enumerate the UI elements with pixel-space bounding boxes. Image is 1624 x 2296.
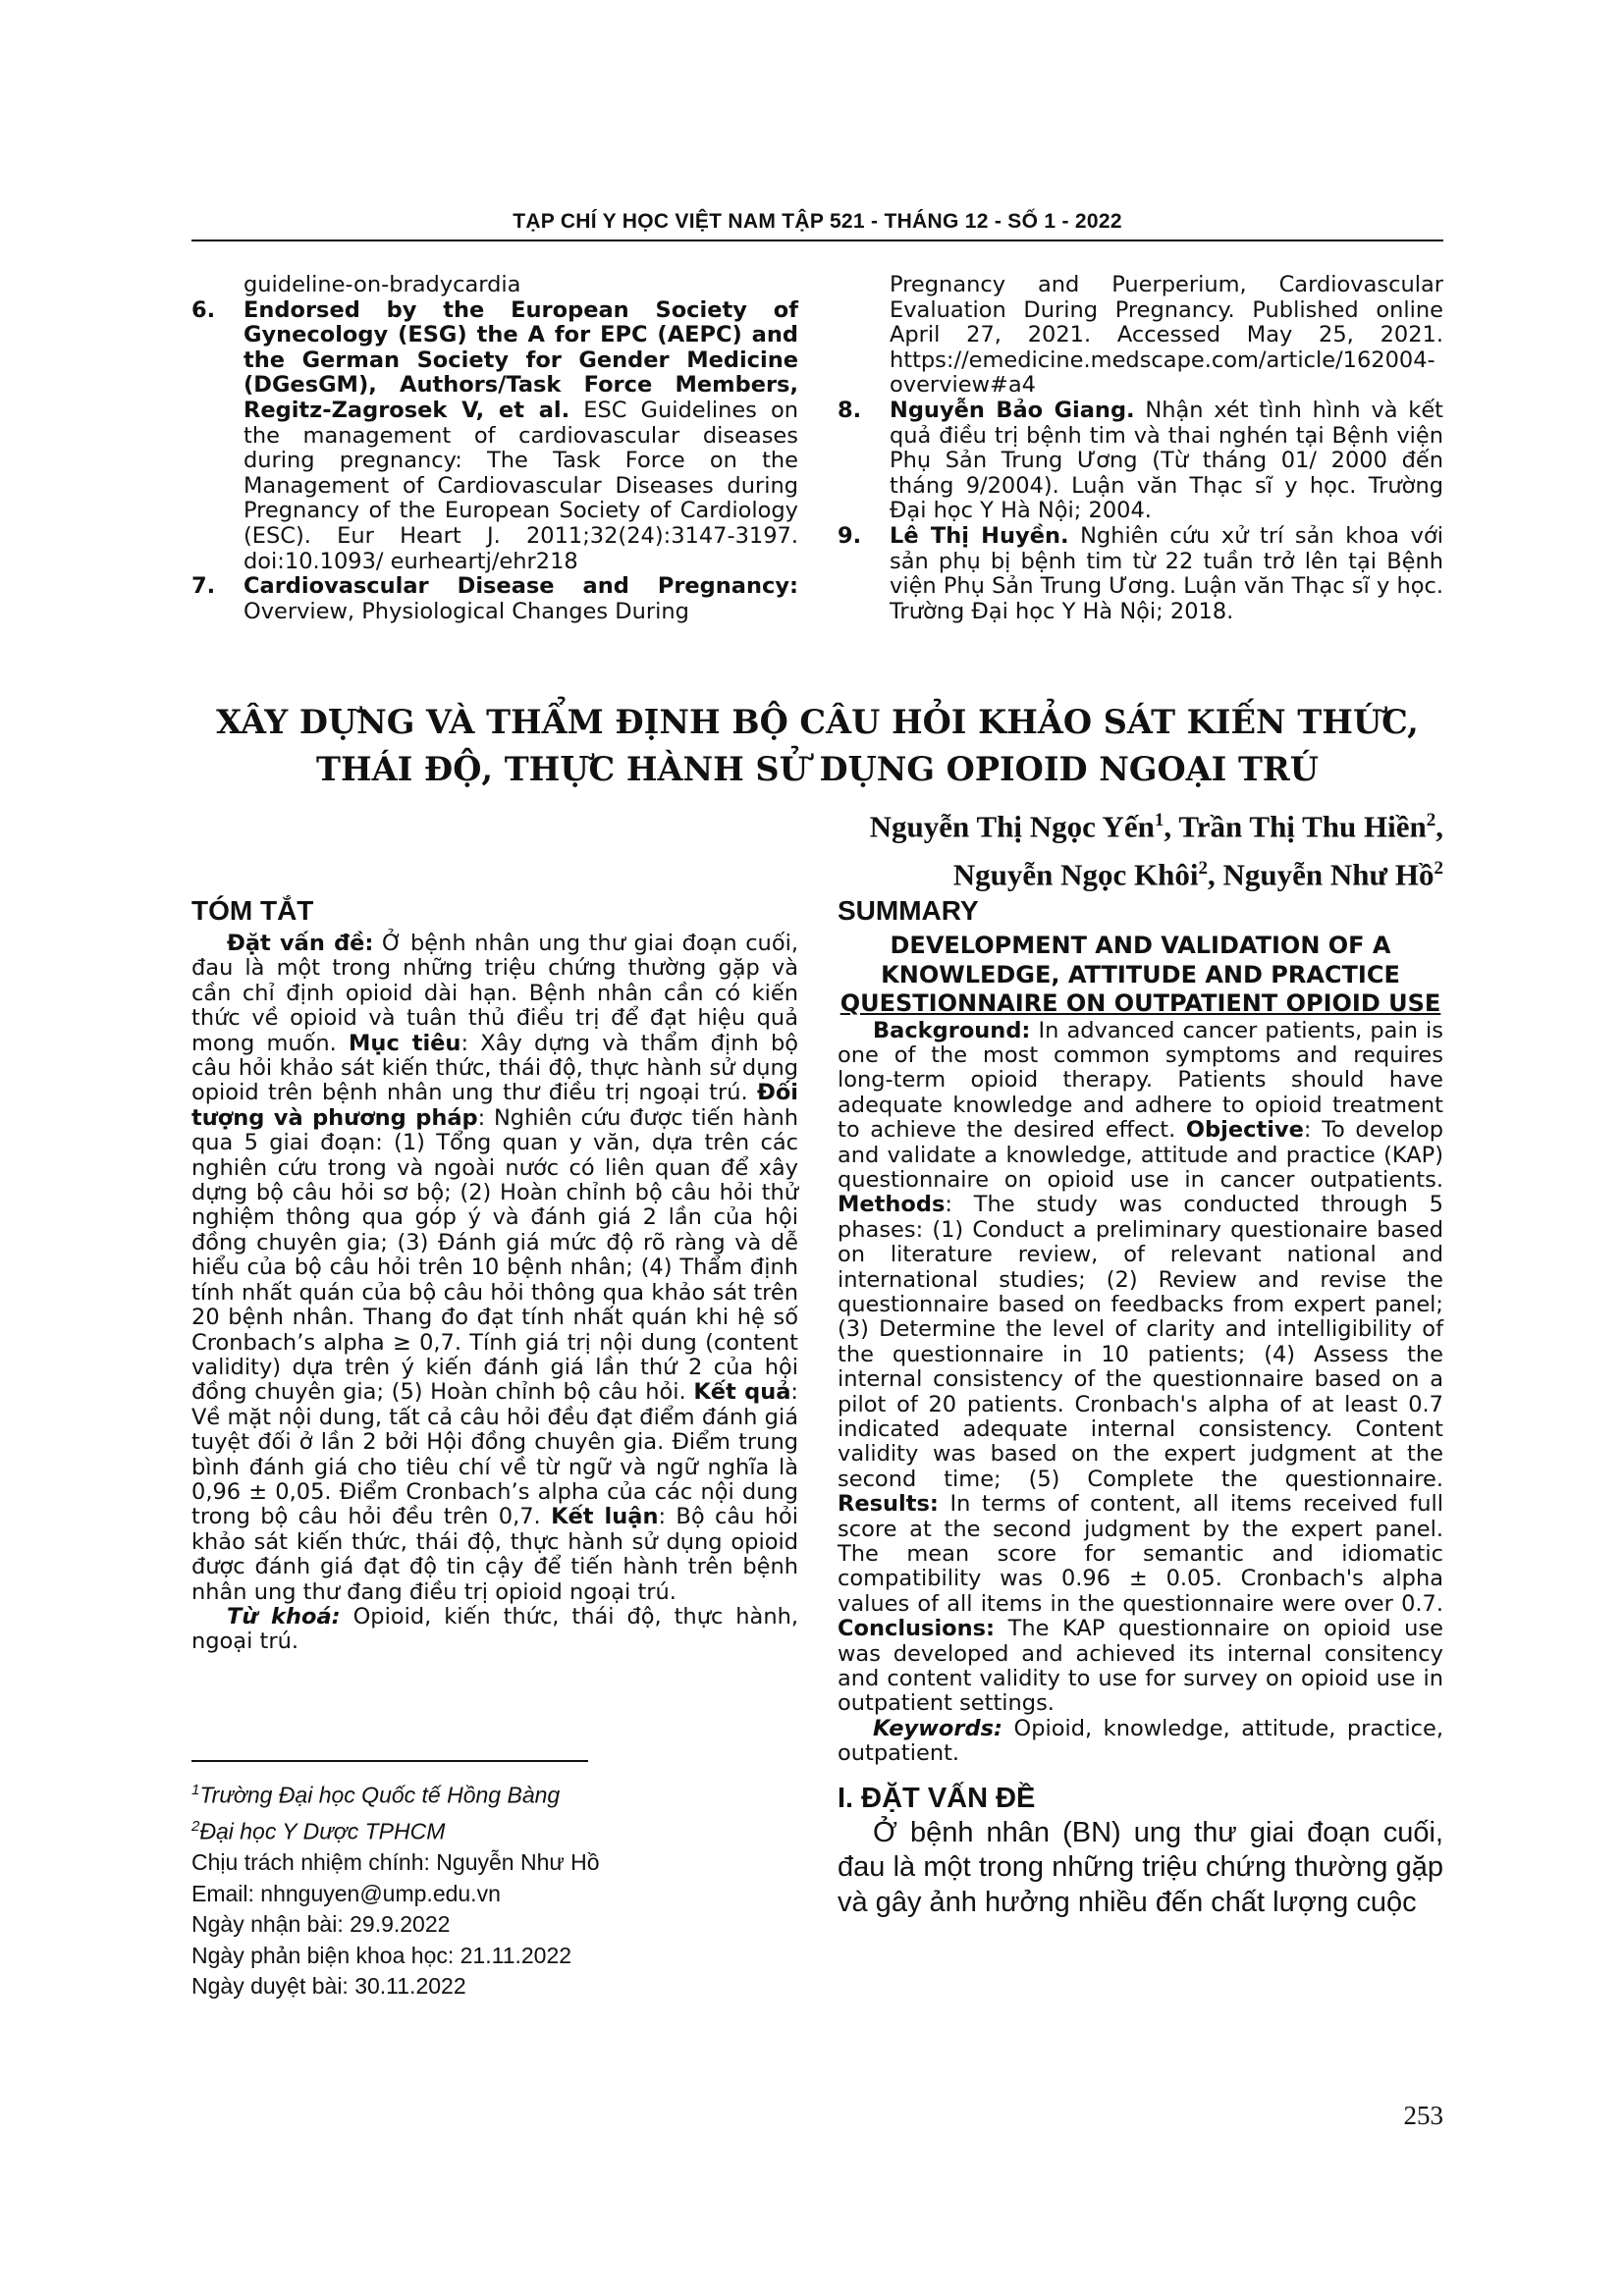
text-objective: : To develop and validate a knowledge, attitude and practice (KAP) questionnaire on opioid use in cancer outpatients. (838, 1117, 1443, 1193)
label-keywords: Keywords: (873, 1715, 1002, 1741)
author-name: Nguyễn Thị Ngọc Yến (869, 809, 1155, 844)
reference-number: 9. (838, 522, 862, 549)
reference-number: 7. (191, 573, 216, 600)
author-name: Trần Thị Thu Hiền (1178, 809, 1427, 844)
affiliation-1 (191, 1775, 798, 1811)
header-rule (191, 240, 1443, 241)
section-1-heading: I. ĐẶT VẤN ĐỀ (838, 1782, 1036, 1814)
text-ket-luan: : Bộ câu hỏi khảo sát kiến thức, thái độ, thực hành sử dụng opioid được đánh giá đạt độ tin cậy để tiến hành trên bệnh nhân ung thư đang điều trị opioid ngoại trú. (191, 1504, 799, 1605)
text-methods: : The study was conducted through 5 phases: (1) Conduct a preliminary questionaire based on literature review, of relevant national and international studies; (2) Review and revise the questionnaire based on feedbacks from expert panel; (3) Determine the level of clarity and intelligibility of the questionnaire in 10 patients; (4) Assess the internal consistency of the questionnaire based on a pilot of 20 patients. Cronbach's alpha of at least 0.7 indicated adequate internal consistency. Content validity was based on the expert judgment at the second time; (5) Complete the questionnaire. (838, 1192, 1443, 1492)
reference-authors: Endorsed by the European Society of Gynecology (ESG) the A for EPC (AEPC) and the German Society for Gender Medicine (DGesGM), Authors/Task Force Members, Regitz-Zagrosek V, et al. (244, 296, 798, 423)
reference-5-continuation: guideline-on-bradycardia (244, 272, 521, 297)
reference-authors: Cardiovascular Disease and Pregnancy: (244, 573, 798, 600)
label-ket-qua: Kết quả (693, 1379, 791, 1406)
references-left-column (191, 273, 798, 624)
affiliation-mark: 1 (1154, 810, 1164, 830)
article-title (191, 699, 1443, 793)
affiliation-mark: 2 (191, 1818, 200, 1836)
references-right-column (838, 273, 1443, 624)
responsible-author: Chịu trách nhiệm chính: Nguyễn Như Hồ (191, 1849, 600, 1876)
reference-7 (191, 574, 798, 624)
reference-text: ESC Guidelines on the management of cardiovascular diseases during pregnancy: The Task Force on the Management of Cardiovascular Diseases during Pregnancy of the European Society of Cardiology (ESC). Eur Heart J. 2011;32(24):3147-3197. doi:10.1093/ eurheartj/ehr218 (244, 397, 799, 574)
summary-heading: SUMMARY (838, 895, 979, 926)
text-ket-qua: : Về mặt nội dung, tất cả câu hỏi đều đạt điểm đánh giá tuyệt đối ở lần 2 bởi Hội đồng chuyên gia. Điểm trung bình đánh giá cho tiêu chí về từ ngữ và ngữ nghĩa là 0,96 ± 0,05. Điểm Cronbach’s alpha của các nội dung trong bộ câu hỏi đều trên 0,7. (191, 1379, 799, 1530)
label-doi-tuong: Đối tượng và phương pháp (191, 1080, 798, 1131)
label-methods: Methods (838, 1192, 946, 1218)
footnote-rule (191, 1760, 588, 1762)
author-name: Nguyễn Như Hồ (1222, 857, 1435, 892)
text-background: In advanced cancer patients, pain is one of the most common symptoms and requires long-term opioid therapy. Patients should have adequate knowledge and adhere to opioid treatment to achieve the desired effect. (838, 1017, 1443, 1144)
contact-email: Email: nhnguyen@ump.edu.vn (191, 1880, 501, 1906)
summary-paragraph (838, 1019, 1443, 1717)
reference-authors: Lê Thị Huyền. (890, 522, 1069, 549)
text-keywords: Opioid, knowledge, attitude, practice, outpatient. (838, 1715, 1443, 1767)
summary-title-line-2: KNOWLEDGE, ATTITUDE AND PRACTICE (881, 960, 1400, 988)
footnotes (191, 1775, 798, 2002)
page-number: 253 (1403, 2101, 1443, 2130)
label-muc-tieu: Mục tiêu (349, 1030, 461, 1056)
author-list: Nguyễn Thị Ngọc Yến$^1$, Trần Thị Thu Hiền$^2$, Nguyễn Ngọc Khôi$^2$, Nguyễn Như Hồ$^2$ (869, 809, 1443, 892)
reference-6 (191, 298, 798, 575)
reference-text: Nghiên cứu xử trí sản khoa với sản phụ bị bệnh tim từ 22 tuần trở lên tại Bệnh viện Phụ Sản Trung Ương. Luận văn Thạc sĩ y học. Trường Đại học Y Hà Nội; 2018. (890, 522, 1444, 624)
abstract-vietnamese (191, 893, 798, 1655)
article-title-line-2: THÁI ĐỘ, THỰC HÀNH SỬ DỤNG OPIOID NGOẠI TRÚ (316, 750, 1319, 788)
summary-title-line-3: QUESTIONNAIRE ON OUTPATIENT OPIOID USE (839, 989, 1441, 1017)
reference-7-continuation: Pregnancy and Puerperium, Cardiovascular Evaluation During Pregnancy. Published online April 27, 2021. Accessed May 25, 2021. https://emedicine.medscape.com/article/162004-overview#a4 (890, 272, 1443, 399)
label-background: Background: (873, 1017, 1031, 1043)
review-date: Ngày phản biện khoa học: 21.11.2022 (191, 1942, 572, 1968)
label-results: Results: (838, 1491, 939, 1518)
accepted-date: Ngày duyệt bài: 30.11.2022 (191, 1973, 466, 2000)
section-1-text: Ở bệnh nhân (BN) ung thư giai đoạn cuối, đau là một trong những triệu chứng thường gặp và gây ảnh hưởng nhiều đến chất lượng cuộc (838, 1816, 1443, 1918)
label-conclusions: Conclusions: (838, 1616, 996, 1642)
abstract-english (838, 893, 1443, 1920)
text-conclusions: The KAP questionnaire on opioid use was developed and achieved its internal consitency and content validity to use for survey on opioid use in outpatient settings. (838, 1616, 1443, 1717)
label-tu-khoa: Từ khoá: (227, 1603, 341, 1629)
summary-title-line-1: DEVELOPMENT AND VALIDATION OF A (890, 932, 1391, 959)
abstract-paragraph (191, 932, 798, 1605)
text-muc-tieu: : Xây dựng và thẩm định bộ câu hỏi khảo sát kiến thức, thái độ, thực hành sử dụng opioid trên bệnh nhân ung thư điều trị ngoại trú. (191, 1030, 798, 1106)
label-dat-van-de: Đặt vấn đề: (227, 931, 374, 956)
reference-text: Nhận xét tình hình và kết quả điều trị bệnh tim và thai nghén tại Bệnh viện Phụ Sản Trung Ương (Từ tháng 01/ 2000 đến tháng 9/2004). Luận văn Thạc sĩ y học. Trường Đại học Y Hà Nội; 2004. (890, 397, 1443, 524)
keywords-english (838, 1717, 1443, 1767)
affiliation-text: Đại học Y Dược TPHCM (199, 1818, 446, 1844)
reference-authors: Nguyễn Bảo Giang. (890, 397, 1135, 423)
text-doi-tuong: : Nghiên cứu được tiến hành qua 5 giai đoạn: (1) Tổng quan y văn, dựa trên các nghiên cứu trong và ngoài nước có liên quan để xây dựng bộ câu hỏi sơ bộ; (2) Hoàn chỉnh bộ câu hỏi thử nghiệm thông qua góp ý và đánh giá 2 lần của hội đồng chuyên gia; (3) Đánh giá mức độ rõ ràng và dễ hiểu của bộ câu hỏi trên 10 bệnh nhân; (4) Thẩm định tính nhất quán của bộ câu hỏi thông qua khảo sát trên 20 bệnh nhân. Thang đo đạt tính nhất quán khi hệ số Cronbach’s alpha ≥ 0,7. Tính giá trị nội dung (content validity) dựa trên ý kiến đánh giá lần thứ 2 của hội đồng chuyên gia; (5) Hoàn chỉnh bộ câu hỏi. (191, 1104, 799, 1406)
affiliation-mark: 2 (1198, 858, 1209, 880)
affiliation-mark: 1 (191, 1782, 200, 1798)
reference-9 (838, 524, 1443, 624)
article-title-line-1: XÂY DỰNG VÀ THẨM ĐỊNH BỘ CÂU HỎI KHẢO SÁT KIẾN THỨC, (216, 703, 1419, 741)
reference-text: Overview, Physiological Changes During (244, 598, 689, 624)
text-tu-khoa: Opioid, kiến thức, thái độ, thực hành, ngoại trú. (191, 1603, 798, 1655)
author-name: Nguyễn Ngọc Khôi (952, 857, 1199, 892)
reference-number: 8. (838, 397, 862, 423)
reference-8 (838, 399, 1443, 524)
abstract-heading: TÓM TẮT (191, 895, 314, 926)
keywords-vietnamese (191, 1605, 798, 1655)
affiliation-mark: 2 (1426, 810, 1436, 830)
reference-number: 6. (191, 296, 216, 323)
text-results: In terms of content, all items received full score at the second judgment by the expert panel. The mean score for semantic and idiomatic compatibility was 0.96 ± 0.05. Cronbach's alpha values of all items in the questionnaire were over 0.7. (838, 1491, 1443, 1617)
summary-title (838, 932, 1443, 1019)
received-date: Ngày nhận bài: 29.9.2022 (191, 1911, 451, 1938)
label-objective: Objective (1185, 1117, 1304, 1144)
affiliation-text: Trường Đại học Quốc tế Hồng Bàng (199, 1782, 561, 1808)
affiliation-mark: 2 (1434, 858, 1443, 880)
affiliation-2 (191, 1811, 798, 1847)
running-header: TẠP CHÍ Y HỌC VIỆT NAM TẬP 521 - THÁNG 12 - SỐ 1 - 2022 (513, 210, 1122, 233)
label-ket-luan: Kết luận (551, 1504, 659, 1530)
text-dat-van-de: Ở bệnh nhân ung thư giai đoạn cuối, đau là một trong những triệu chứng thường gặp và cần chỉ định opioid dài hạn. Bệnh nhân cần có kiến thức về opioid và tuân thủ điều trị để đạt hiệu quả mong muốn. (191, 931, 798, 1056)
